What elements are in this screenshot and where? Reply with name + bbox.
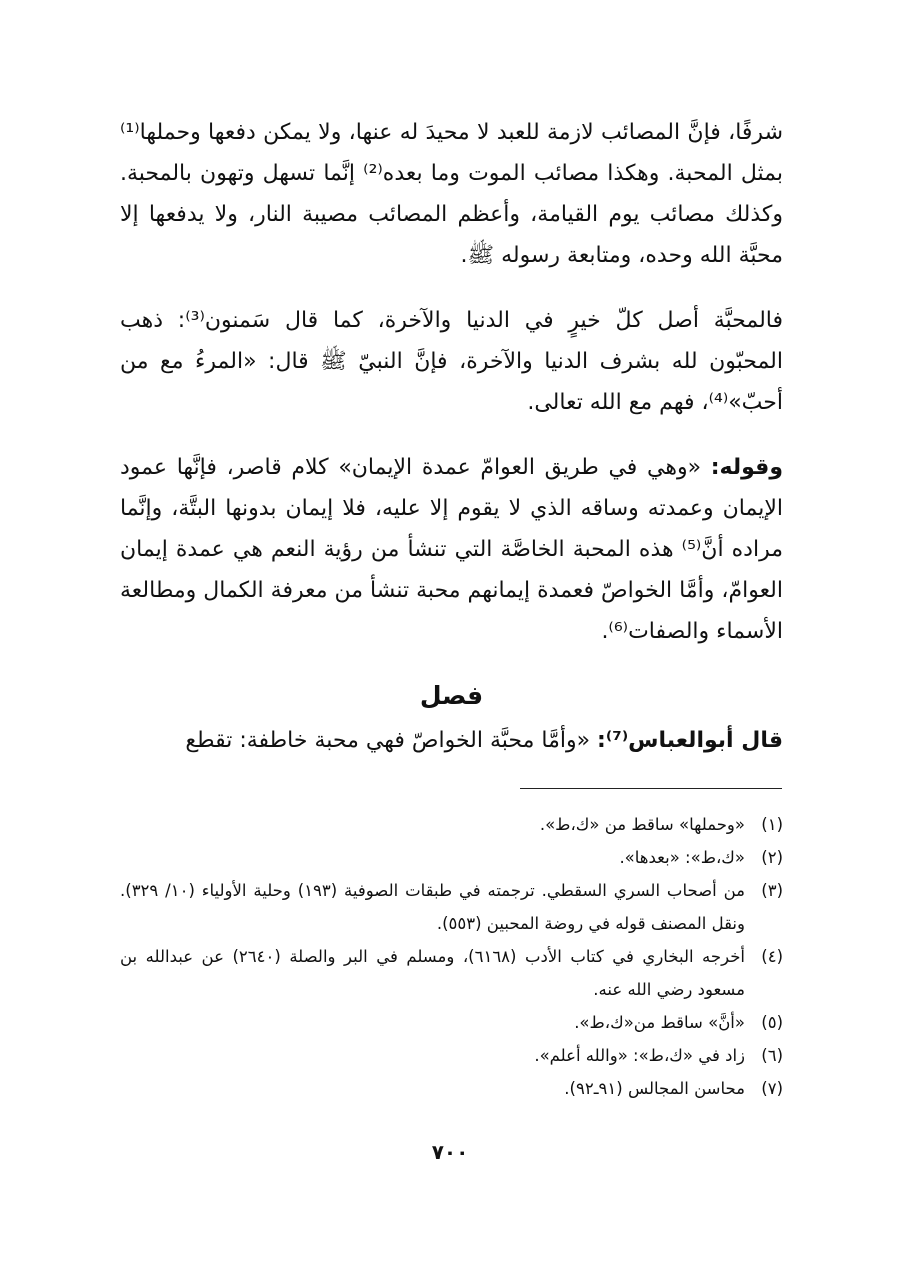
footnote-number: (٥) xyxy=(761,1013,783,1032)
footnote-number: (٧) xyxy=(761,1079,783,1098)
footnote-number: (٦) xyxy=(761,1046,783,1065)
footnote-text: «ك،ط»: «بعدها». xyxy=(619,848,745,867)
footnote-3 xyxy=(120,874,783,940)
footnote-number: (٢) xyxy=(761,848,783,867)
paragraph-3 xyxy=(120,447,783,652)
paragraph-1: شرفًا، فإنَّ المصائب لازمة للعبد لا محيدَ له عنها، ولا يمكن دفعها وحملها⁽¹⁾ بمثل المحبة. وهكذا مصائب الموت وما بعده⁽²⁾ إنَّما تسهل وتهون بالمحبة. وكذلك مصائب يوم القيامة، وأعظم المصائب مصيبة النار، ولا يدفعها إلا محبَّة الله وحده، ومتابعة رسوله ﷺ. xyxy=(120,120,783,268)
footnote-text: من أصحاب السري السقطي. ترجمته في طبقات الصوفية (١٩٣) وحلية الأولياء (١٠/ ٣٢٩). ونقل المصنف قوله في روضة المحبين (٥٥٣). xyxy=(120,881,745,933)
footnote-text: «أنَّ» ساقط من«ك،ط». xyxy=(574,1013,745,1032)
footnote-text: «وحملها» ساقط من «ك،ط». xyxy=(539,815,745,834)
paragraph-4-lead: قال أبوالعباس⁽⁷⁾: xyxy=(597,728,783,753)
footnote-number: (٣) xyxy=(761,881,783,900)
footnote-text: زاد في «ك،ط»: «والله أعلم». xyxy=(534,1046,745,1065)
footnote-6 xyxy=(120,1039,783,1072)
page-number: ٧٠٠ xyxy=(431,1140,469,1164)
footnote-number: (١) xyxy=(761,815,783,834)
paragraph-2: فالمحبَّة أصل كلّ خيرٍ في الدنيا والآخرة، كما قال سَمنون⁽³⁾: ذهب المحبّون لله بشرف الدنيا والآخرة، فإنَّ النبيّ ﷺ قال: «المرءُ مع من أحبّ»⁽⁴⁾، فهم مع الله تعالى. xyxy=(120,308,784,415)
footnote-text: محاسن المجالس (٩١ـ٩٢). xyxy=(564,1079,745,1098)
footnote-4 xyxy=(120,940,783,1006)
footnote-1 xyxy=(120,808,783,841)
footnote-5 xyxy=(120,1006,783,1039)
footnote-text: أخرجه البخاري في كتاب الأدب (٦١٦٨)، ومسلم في البر والصلة (٢٦٤٠) عن عبدالله بن مسعود رضي الله عنه. xyxy=(120,947,745,999)
footnote-divider xyxy=(520,788,782,789)
paragraph-4 xyxy=(120,720,783,761)
section-heading: فصل xyxy=(419,681,484,710)
footnotes xyxy=(120,808,783,1105)
paragraph-3-lead: وقوله: xyxy=(710,455,783,480)
main-text xyxy=(120,112,783,761)
paragraph-4-text: «وأمَّا محبَّة الخواصّ فهي محبة خاطفة: تقطع xyxy=(185,728,598,753)
footnote-2 xyxy=(120,841,783,874)
footnote-number: (٤) xyxy=(761,947,783,966)
footnote-7 xyxy=(120,1072,783,1105)
paragraph-3-text: «وهي في طريق العوامّ عمدة الإيمان» كلام قاصر، فإنَّها عمود الإيمان وعمدته وساقه الذي لا يقوم إلا عليه، فلا إيمان بدونها البتَّة، وإنَّما مراده أنَّ⁽⁵⁾ هذه المحبة الخاصَّة التي تنشأ من رؤية النعم هي عمدة إيمان العوامّ، وأمَّا الخواصّ فعمدة إيمانهم محبة تنشأ من معرفة الكمال ومطالعة الأسماء والصفات⁽⁶⁾. xyxy=(120,455,783,644)
